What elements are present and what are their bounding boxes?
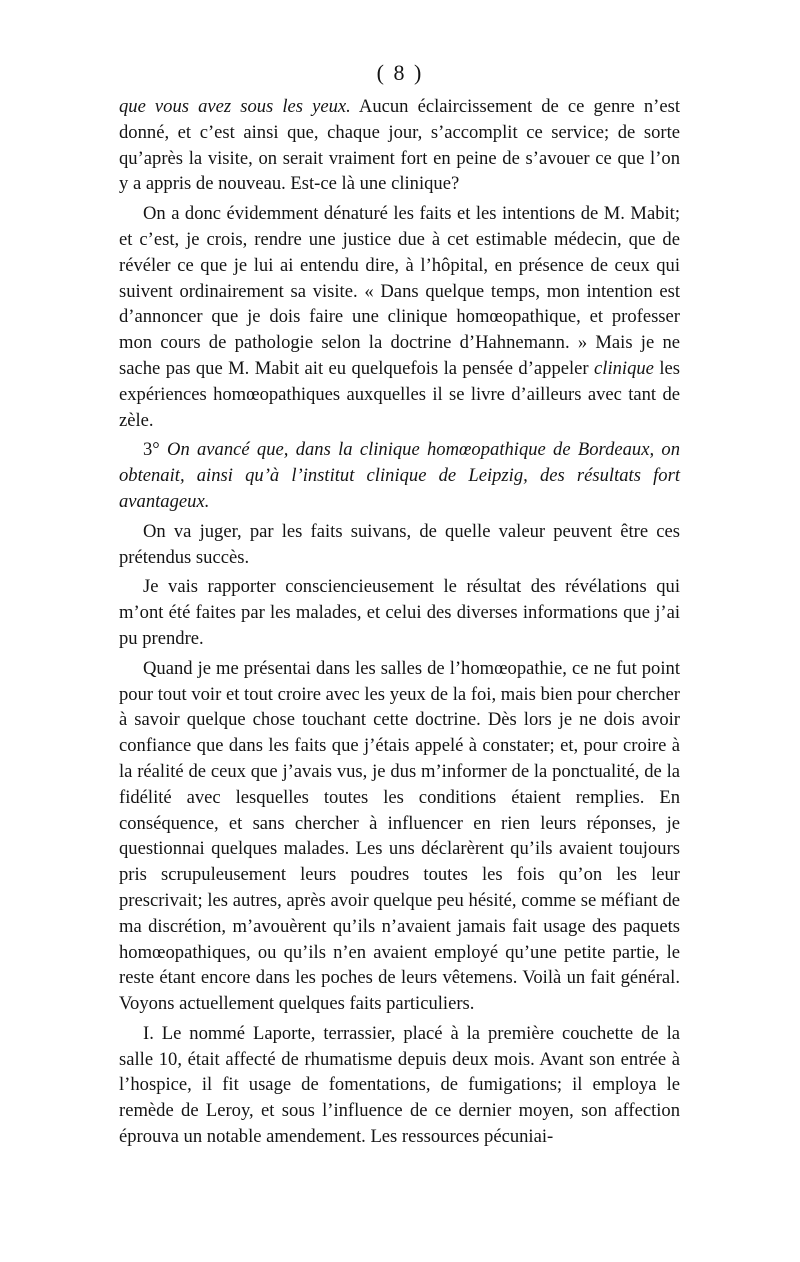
italic-text: On avancé que, dans la clinique homœopathique de Bordeaux, on obtenait, ainsi qu’à l’institut clinique de Leipzig, des résultats fort avantageux.: [119, 439, 680, 512]
text-run: On va juger, par les faits suivans, de quelle valeur peuvent être ces prétendus succès.: [119, 520, 680, 568]
paragraph-p4: [119, 519, 680, 571]
text-run: Aucun éclaircissement de ce genre n’est donné, et c’est ainsi que, chaque jour, s’accomplit ce service; de sorte qu’après la visite, on serait vraiment fort en peine de s’avouer ce que l’on y a appris de nouveau. Est-ce là une clinique?: [119, 96, 681, 195]
italic-text: que vous avez sous les yeux.: [119, 96, 351, 117]
text-run: On a donc évidemment dénaturé les faits et les intentions de M. Mabit; et c’est, je crois, rendre une justice due à cet estimable médecin, que de révéler ce que je lui ai entendu dire, à l’hôpital, en présence de ceux qui suivent ordinairement sa visite. « Dans quelque temps, mon intention est d’annoncer que je dois faire une clinique homœopathique, et professer mon cours de pathologie selon la doctrine d’Hahnemann. » Mais je ne sache pas que M. Mabit ait eu quelquefois la pensée d’appeler: [119, 203, 680, 379]
text-run: 3°: [143, 439, 168, 461]
paragraph-p1: [119, 94, 680, 197]
text-run: I. Le nommé Laporte, terrassier, placé à la première couchette de la salle 10, était affecté de rhumatisme depuis deux mois. Avant son entrée à l’hospice, il fit usage de fomentations, de fumigations; il employa le remède de Leroy, et sous l’influence de ce dernier moyen, son affection éprouva un notable amendement. Les ressources pécuniai-: [119, 1022, 680, 1148]
paragraph-p6: [119, 656, 680, 1017]
paragraph-p5: [119, 574, 680, 651]
text-run: Quand je me présentai dans les salles de l’homœopathie, ce ne fut point pour tout voir et tout croire avec les yeux de la foi, mais bien pour chercher à savoir quelque chose touchant cette doctrine. Dès lors je ne dois avoir confiance que dans les faits que j’étais appelé à constater; et, pour croire à la réalité de ceux que j’avais vus, je dus m’informer de la ponctualité, de la fidélité avec lesquelles toutes les conditions étaient remplies. En conséquence, et sans chercher à influencer en rien leurs réponses, je questionnai quelques malades. Les uns déclarèrent qu’ils avaient toujours pris scrupuleusement leurs poudres toutes les fois qu’on les leur prescrivait; les autres, après avoir quelque peu hésité, comme se méfiant de ma discrétion, m’avouèrent qu’ils n’avaient jamais fait usage des paquets homœopathiques, ou qu’ils n’en avaient employé qu’une petite partie, le reste étant encore dans les poches de leurs vêtemens. Voilà un fait général. Voyons actuellement quelques faits particuliers.: [119, 657, 680, 1015]
paragraph-p7: [119, 1021, 680, 1150]
text-run: les expériences homœopathiques auxquelles il se livre d’ailleurs avec tant de zèle.: [119, 357, 680, 431]
paragraph-p2: [119, 201, 680, 433]
italic-text: clinique: [594, 357, 654, 379]
paragraph-p3: [119, 437, 680, 514]
page-number: ( 8 ): [376, 60, 424, 85]
text-run: Je vais rapporter consciencieusement le résultat des révélations qui m’ont été faites par les malades, et celui des diverses informations que j’ai pu prendre.: [119, 576, 680, 649]
body-text: [119, 94, 680, 1150]
